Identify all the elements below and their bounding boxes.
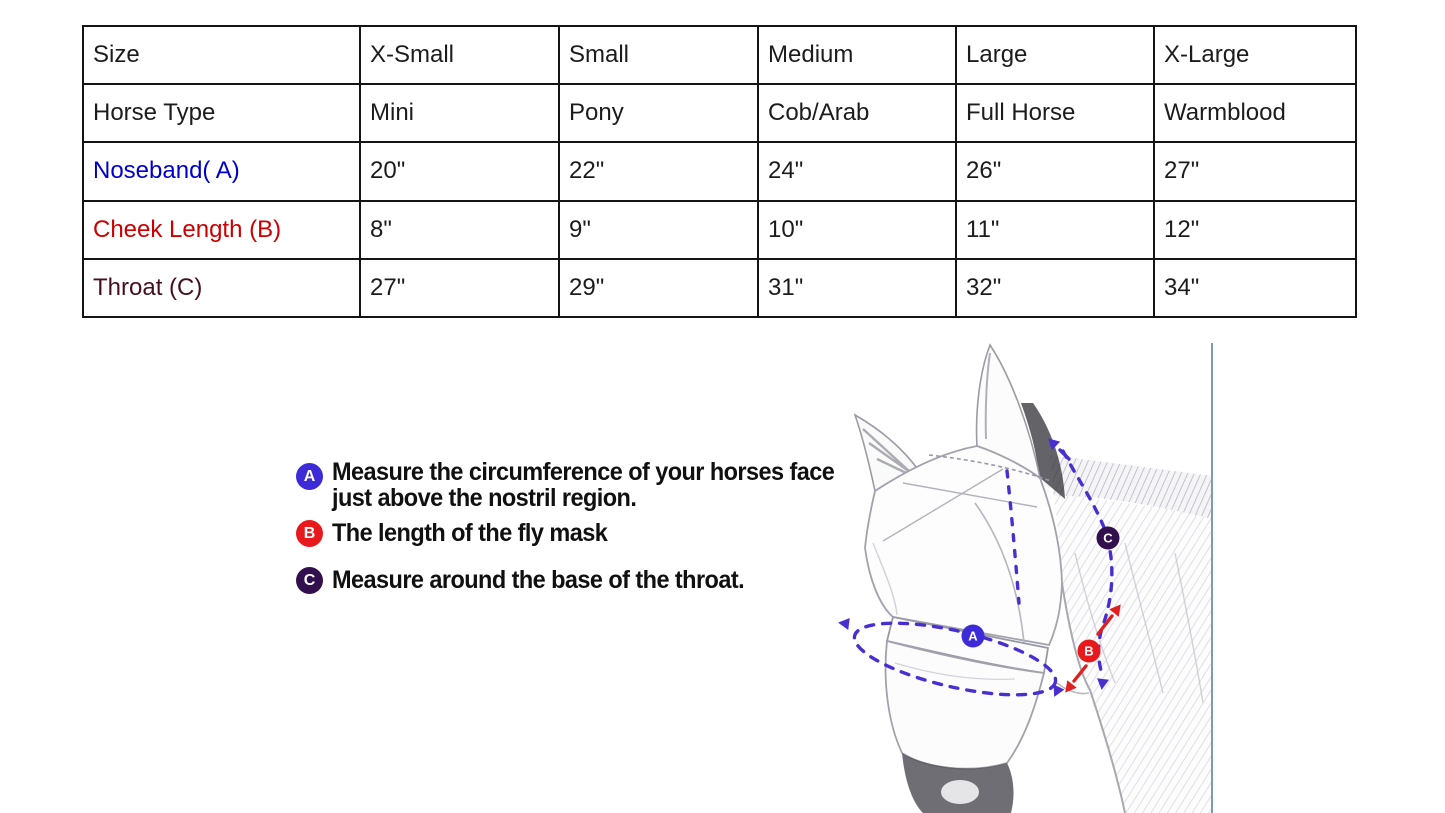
row-header-size: Size [83, 26, 360, 84]
table-cell: 8" [360, 201, 559, 259]
table-cell: 12" [1154, 201, 1356, 259]
table-cell: Pony [559, 84, 758, 142]
table-cell: 11" [956, 201, 1154, 259]
table-cell: Mini [360, 84, 559, 142]
table-cell: X-Large [1154, 26, 1356, 84]
table-row-cheek-length [83, 201, 1356, 259]
legend-text-b-line1: The length of the fly mask [332, 519, 608, 547]
badge-c-icon: C [296, 567, 323, 594]
table-cell: 10" [758, 201, 956, 259]
table-cell: 22" [559, 142, 758, 200]
row-header-cheek-length: Cheek Length (B) [83, 201, 360, 259]
table-row-throat [83, 259, 1356, 317]
badge-a-icon: A [296, 463, 323, 490]
table-cell: Large [956, 26, 1154, 84]
horse-head-figure [825, 343, 1215, 813]
row-header-throat: Throat (C) [83, 259, 360, 317]
legend-item-a [296, 459, 896, 511]
figure-badge-c-label: C [1103, 530, 1113, 546]
legend-text-a-line1: Measure the circumference of your horses face [332, 458, 835, 486]
table-cell: Warmblood [1154, 84, 1356, 142]
table-row-size [83, 26, 1356, 84]
legend-item-c [296, 567, 896, 594]
badge-b-icon: B [296, 520, 323, 547]
row-header-noseband: Noseband( A) [83, 142, 360, 200]
table-cell: 24" [758, 142, 956, 200]
legend-text-c-line1: Measure around the base of the throat. [332, 566, 745, 594]
figure-badge-a-label: A [968, 628, 978, 644]
row-header-horse-type: Horse Type [83, 84, 360, 142]
table-cell: Medium [758, 26, 956, 84]
table-cell: 20" [360, 142, 559, 200]
measurement-legend [296, 459, 896, 594]
figure-badge-b-label: B [1084, 643, 1094, 659]
table-cell: 27" [1154, 142, 1356, 200]
red-arrow-down-left-icon [1060, 680, 1076, 696]
table-cell: 31" [758, 259, 956, 317]
arrow-left-icon [837, 617, 849, 630]
table-cell: 34" [1154, 259, 1356, 317]
table-cell: Small [559, 26, 758, 84]
horse-neck-sketch [1050, 455, 1212, 813]
legend-item-b [296, 520, 896, 547]
table-cell: X-Small [360, 26, 559, 84]
legend-text-c [332, 567, 744, 593]
table-cell: 29" [559, 259, 758, 317]
legend-text-b [332, 520, 607, 546]
table-cell: 27" [360, 259, 559, 317]
fly-mask-sketch [865, 446, 1062, 813]
legend-text-a [332, 459, 834, 511]
size-chart-table [82, 25, 1357, 318]
legend-text-a-line2: just above the nostril region. [332, 484, 637, 512]
table-cell: Cob/Arab [758, 84, 956, 142]
table-cell: 32" [956, 259, 1154, 317]
table-row-horse-type [83, 84, 1356, 142]
table-row-noseband [83, 142, 1356, 200]
table-cell: 9" [559, 201, 758, 259]
table-cell: Full Horse [956, 84, 1154, 142]
table-cell: 26" [956, 142, 1154, 200]
